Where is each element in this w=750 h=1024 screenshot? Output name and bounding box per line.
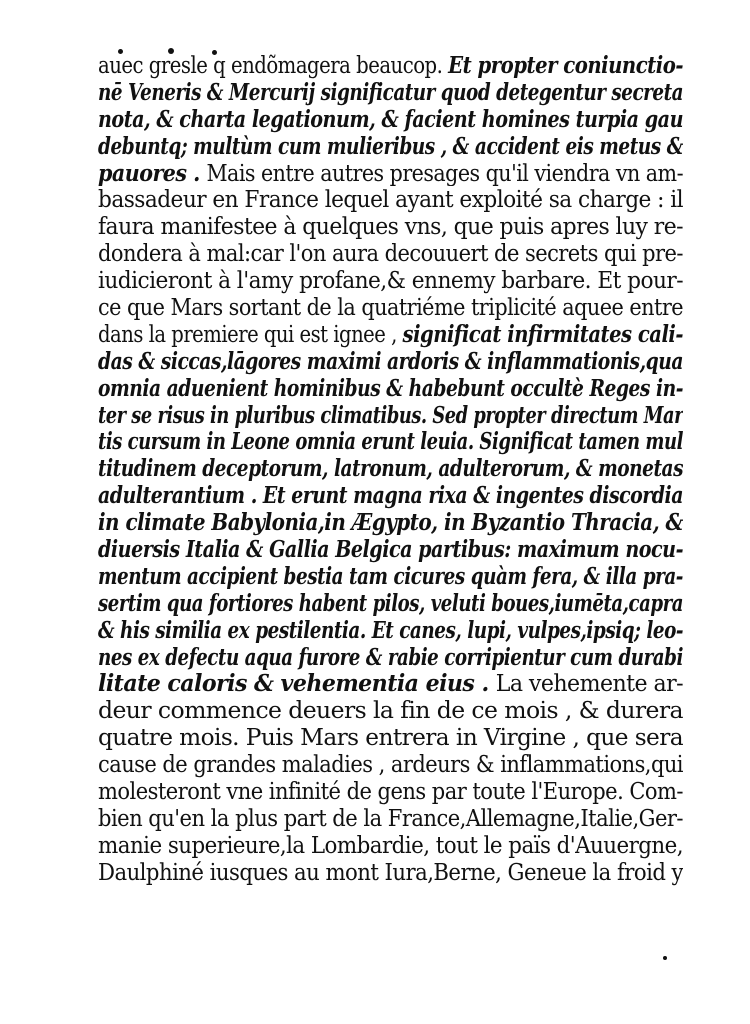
text-line bbox=[98, 160, 683, 187]
latin-italic-text: nota, & charta legationum, & facient homines turpia gau bbox=[98, 105, 683, 133]
line-content bbox=[98, 509, 683, 536]
line-content bbox=[98, 186, 683, 213]
text-line bbox=[98, 321, 683, 348]
french-roman-text: auec gresle q endõmagera beaucop. bbox=[98, 52, 449, 79]
line-content bbox=[98, 375, 683, 402]
line-content bbox=[98, 832, 683, 859]
latin-italic-text: diuersis Italia & Gallia Belgica partibus: maximum nocu- bbox=[98, 536, 683, 563]
line-content bbox=[98, 213, 683, 240]
text-line bbox=[98, 213, 683, 240]
latin-italic-text: tis cursum in Leone omnia erunt leuia. Significat tamen mul bbox=[98, 428, 683, 456]
french-roman-text: Daulphiné iusques au mont Iura,Berne, Geneue la froid y bbox=[98, 858, 683, 886]
text-line bbox=[98, 509, 683, 536]
ink-speck bbox=[663, 956, 667, 960]
text-line bbox=[98, 375, 683, 402]
line-content bbox=[98, 402, 683, 429]
line-content bbox=[98, 79, 683, 106]
line-content bbox=[98, 428, 683, 455]
line-content bbox=[98, 321, 683, 348]
text-line bbox=[98, 186, 683, 213]
french-roman-text: ce que Mars sortant de la quatriéme triplicité aquee entre bbox=[98, 294, 683, 321]
line-content bbox=[98, 590, 683, 617]
latin-italic-text: litate caloris & vehementia eius . bbox=[98, 670, 496, 698]
text-line bbox=[98, 428, 683, 455]
line-content bbox=[98, 670, 683, 697]
text-line bbox=[98, 402, 683, 429]
line-content bbox=[98, 348, 683, 375]
latin-italic-text: significat infirmitates cali- bbox=[402, 320, 683, 348]
latin-italic-text: adulterantium . Et erunt magna rixa & ingentes discordia bbox=[98, 482, 683, 510]
text-line bbox=[98, 52, 683, 79]
french-roman-text: deur commence deuers la fin de ce mois , & durera bbox=[98, 697, 683, 725]
line-content bbox=[98, 805, 683, 832]
line-content bbox=[98, 859, 683, 886]
text-line bbox=[98, 617, 683, 644]
french-roman-text: bassadeur en France lequel ayant exploité sa charge : il bbox=[98, 186, 683, 214]
line-content bbox=[98, 106, 683, 133]
line-content bbox=[98, 267, 683, 294]
text-line bbox=[98, 724, 683, 751]
text-line bbox=[98, 267, 683, 294]
text-line bbox=[98, 455, 683, 482]
text-line bbox=[98, 240, 683, 267]
line-content bbox=[98, 294, 683, 321]
latin-italic-text: nes ex defectu aqua furore & rabie corripientur cum durabi bbox=[98, 643, 683, 671]
text-line bbox=[98, 563, 683, 590]
latin-italic-text: titudinem deceptorum, latronum, adulterorum, & monetas bbox=[98, 455, 683, 483]
text-line bbox=[98, 859, 683, 886]
text-line bbox=[98, 805, 683, 832]
latin-italic-text: nē Veneris & Mercurij significatur quod detegentur secreta bbox=[98, 78, 683, 106]
line-content bbox=[98, 160, 683, 187]
line-content bbox=[98, 778, 683, 805]
text-line bbox=[98, 778, 683, 805]
latin-italic-text: omnia aduenient hominibus & habebunt occultè Reges in- bbox=[98, 374, 683, 402]
latin-italic-text: ter se risus in pluribus climatibus. Sed propter directum Mar bbox=[98, 401, 683, 429]
text-line bbox=[98, 536, 683, 563]
french-roman-text: molesteront vne infinité de gens par toute l'Europe. Com- bbox=[98, 778, 683, 805]
line-content bbox=[98, 697, 683, 724]
body-text bbox=[98, 52, 683, 886]
latin-italic-text: mentum accipient bestia tam cicures quàm fera, & illa pra- bbox=[98, 562, 683, 590]
line-content bbox=[98, 644, 683, 671]
line-content bbox=[98, 240, 683, 267]
text-line bbox=[98, 106, 683, 133]
french-roman-text: quatre mois. Puis Mars entrera in Virgine , que sera bbox=[98, 724, 683, 752]
text-line bbox=[98, 294, 683, 321]
latin-italic-text: Et propter coniunctio- bbox=[448, 52, 683, 79]
text-line bbox=[98, 348, 683, 375]
latin-italic-text: sertim qua fortiores habent pilos, veluti boues,iumēta,capra bbox=[98, 589, 683, 617]
text-line bbox=[98, 832, 683, 859]
french-roman-text: La vehemente ar- bbox=[495, 670, 683, 698]
latin-italic-text: & his similia ex pestilentia. Et canes, lupi, vulpes,ipsiq; leo- bbox=[98, 616, 683, 644]
french-roman-text: Mais entre autres presages qu'il viendra vn am- bbox=[206, 159, 683, 187]
text-line bbox=[98, 590, 683, 617]
french-roman-text: dans la premiere qui est ignee , bbox=[98, 320, 403, 348]
text-line bbox=[98, 79, 683, 106]
french-roman-text: cause de grandes maladies , ardeurs & inflammations,qui bbox=[98, 751, 683, 779]
text-line bbox=[98, 751, 683, 778]
text-line bbox=[98, 133, 683, 160]
latin-italic-text: debuntq; multùm cum mulieribus , & accident eis metus & bbox=[98, 132, 683, 160]
french-roman-text: dondera à mal:car l'on aura decouuert de secrets qui pre- bbox=[98, 240, 683, 268]
french-roman-text: faura manifestee à quelques vns, que puis apres luy re- bbox=[98, 213, 683, 241]
text-line bbox=[98, 482, 683, 509]
line-content bbox=[98, 133, 683, 160]
french-roman-text: manie superieure,la Lombardie, tout le païs d'Auuergne, bbox=[98, 831, 683, 859]
latin-italic-text: das & siccas,lāgores maximi ardoris & inflammationis,qua bbox=[98, 347, 683, 375]
line-content bbox=[98, 482, 683, 509]
text-line bbox=[98, 670, 683, 697]
text-line bbox=[98, 697, 683, 724]
line-content bbox=[98, 617, 683, 644]
text-line bbox=[98, 644, 683, 671]
french-roman-text: bien qu'en la plus part de la France,Allemagne,Italie,Ger- bbox=[98, 804, 683, 832]
line-content bbox=[98, 455, 683, 482]
line-content bbox=[98, 52, 683, 79]
line-content bbox=[98, 724, 683, 751]
line-content bbox=[98, 563, 683, 590]
line-content bbox=[98, 751, 683, 778]
line-content bbox=[98, 536, 683, 563]
latin-italic-text: in climate Babylonia,in Ægypto, in Byzantio Thracia, & bbox=[98, 509, 683, 537]
french-roman-text: iudicieront à l'amy profane,& ennemy barbare. Et pour- bbox=[98, 267, 683, 295]
latin-italic-text: pauores . bbox=[98, 159, 207, 187]
